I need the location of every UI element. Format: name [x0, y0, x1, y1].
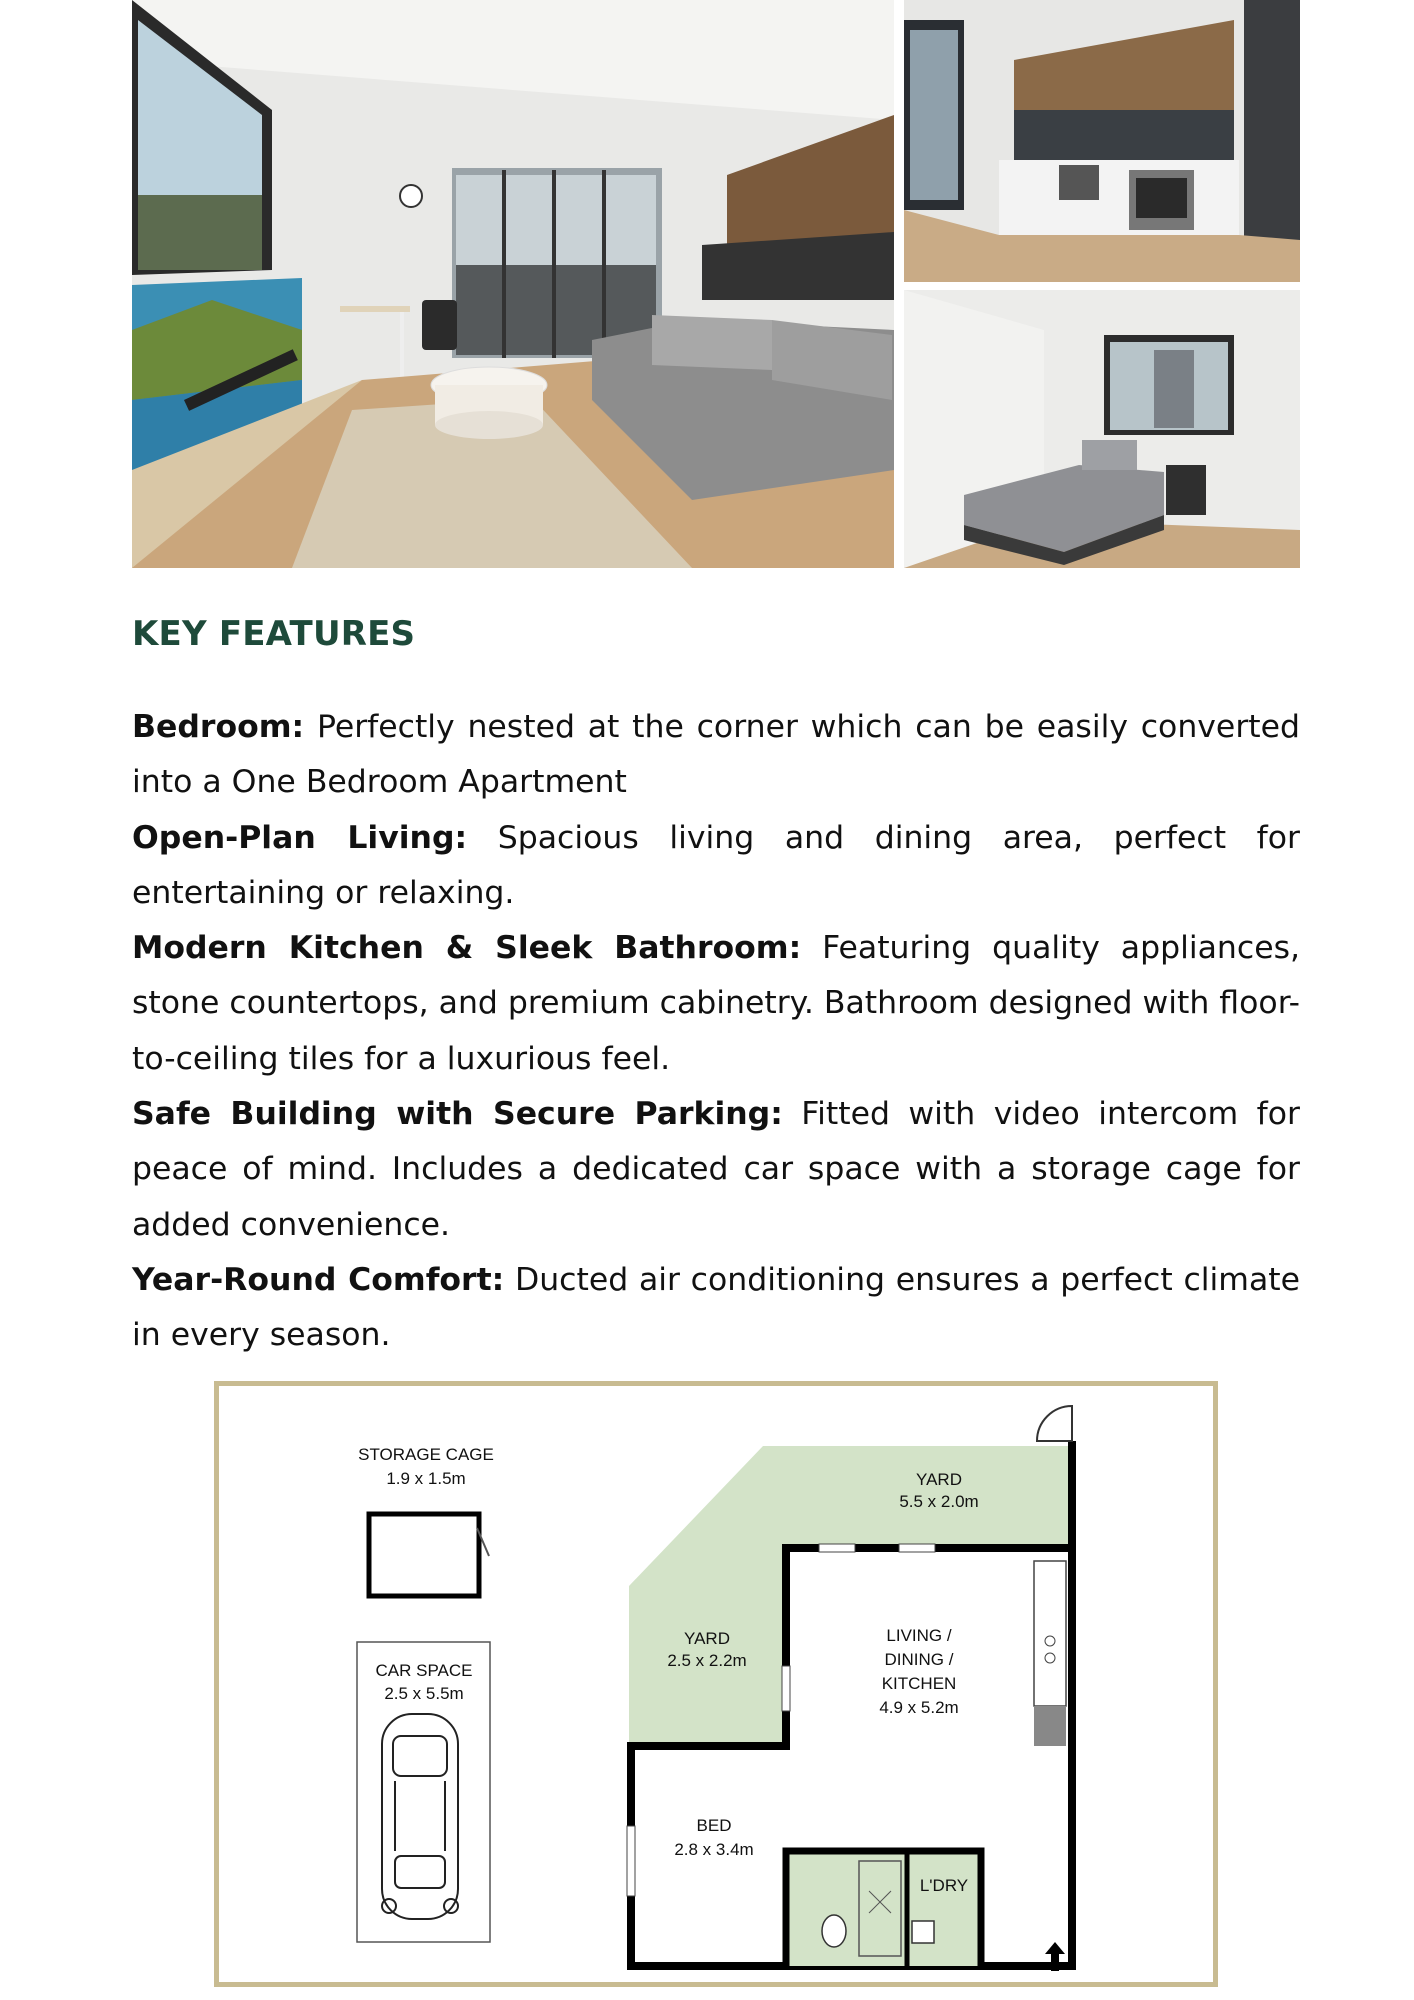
living-dims: 4.9 x 5.2m	[879, 1698, 959, 1717]
car-space-dims: 2.5 x 5.5m	[384, 1684, 464, 1703]
feature-text: Featuring quality appliances, stone countertops, and premium cabinetry. Bathroom designed with floor-to-ceiling tiles for a luxurious feel.	[132, 930, 1300, 1077]
car-space-label: CAR SPACE	[375, 1661, 473, 1680]
feature-kitchen-bathroom	[132, 921, 1300, 1087]
yard-top-dims: 5.5 x 2.0m	[899, 1492, 979, 1511]
feature-title: Modern Kitchen & Sleek Bathroom:	[132, 930, 802, 967]
bed-label: BED	[696, 1816, 732, 1835]
yard-area	[629, 1446, 1072, 1746]
storage-cage-label: STORAGE CAGE	[358, 1445, 494, 1464]
key-features-heading: KEY FEATURES	[132, 614, 416, 654]
living-label-line1: LIVING /	[886, 1626, 952, 1645]
floor-plan	[214, 1381, 1218, 1987]
feature-title: Year-Round Comfort:	[132, 1261, 505, 1298]
feature-bedroom	[132, 700, 1300, 811]
feature-text: Perfectly nested at the corner which can be easily converted into a One Bedroom Apartment	[132, 709, 1300, 801]
yard-side-label: YARD	[684, 1629, 730, 1648]
feature-text: Ducted air conditioning ensures a perfect climate in every season.	[132, 1261, 1300, 1354]
laundry-label: L'DRY	[919, 1876, 969, 1895]
bed-dims: 2.8 x 3.4m	[674, 1840, 754, 1859]
living-label-line2: DINING /	[884, 1650, 954, 1669]
feature-comfort	[132, 1253, 1300, 1364]
living-room-photo	[132, 0, 894, 568]
feature-text: Spacious living and dining area, perfect for entertaining or relaxing.	[132, 819, 1300, 911]
bedroom-photo	[904, 290, 1300, 568]
living-label-line3: KITCHEN	[881, 1674, 957, 1693]
feature-title: Safe Building with Secure Parking:	[132, 1096, 783, 1133]
feature-text: Fitted with video intercom for peace of mind. Includes a dedicated car space with a storage cage for added convenience.	[132, 1096, 1300, 1243]
yard-top-label: YARD	[916, 1470, 962, 1489]
feature-open-plan-living	[132, 811, 1300, 922]
car-icon	[382, 1714, 458, 1919]
kitchen-photo	[904, 0, 1300, 282]
yard-side-dims: 2.5 x 2.2m	[667, 1651, 747, 1670]
features-list	[132, 700, 1300, 1364]
feature-security-parking	[132, 1087, 1300, 1253]
storage-cage-dims: 1.9 x 1.5m	[386, 1469, 466, 1488]
feature-title: Bedroom:	[132, 709, 305, 745]
feature-title: Open-Plan Living:	[132, 819, 468, 856]
storage-cage-outline	[369, 1514, 479, 1596]
